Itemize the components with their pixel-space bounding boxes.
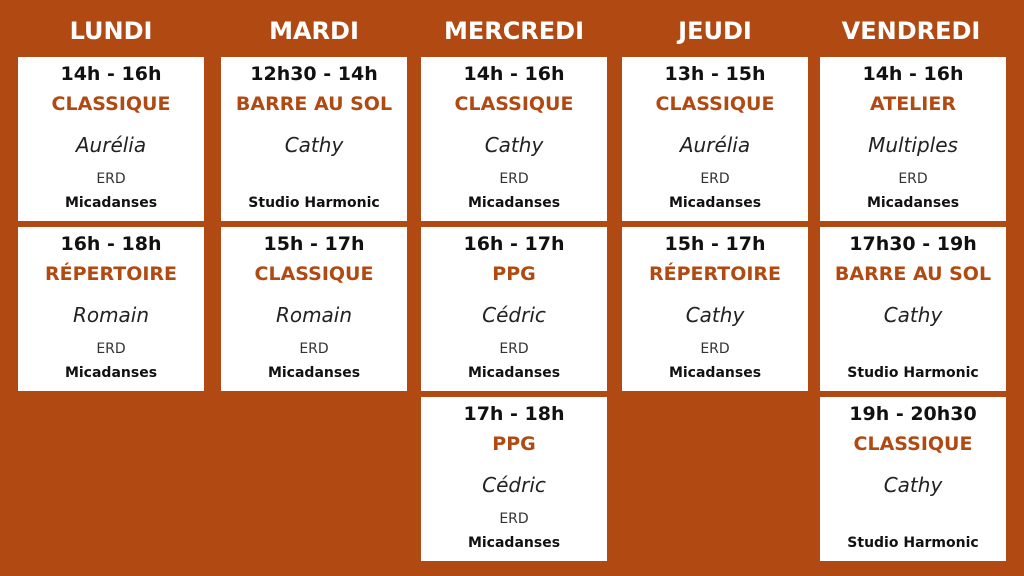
class-org: ERD [499,171,529,187]
class-teacher: Cédric [482,473,546,497]
class-org: ERD [499,511,529,527]
class-venue: Studio Harmonic [847,535,979,551]
class-venue: Studio Harmonic [847,365,979,381]
class-teacher: Multiples [868,133,958,157]
class-name: CLASSIQUE [254,263,374,285]
class-venue: Micadanses [467,195,561,211]
day-header-mardi: MARDI [269,17,359,45]
class-name: RÉPERTOIRE [648,263,782,285]
class-venue: Micadanses [64,195,158,211]
class-org: ERD [96,171,126,187]
class-venue: Micadanses [668,365,762,381]
day-header-mercredi: MERCREDI [443,17,585,45]
class-card [221,227,407,391]
class-teacher: Romain [275,303,353,327]
class-org: ERD [700,341,730,357]
class-name: PPG [492,263,536,285]
class-card [221,57,407,221]
class-time: 17h30 - 19h [849,233,977,255]
class-card [820,397,1006,561]
class-name: BARRE AU SOL [235,93,393,115]
class-name: CLASSIQUE [454,93,574,115]
day-header-vendredi: VENDREDI [841,17,981,45]
class-name: PPG [492,433,536,455]
class-name: BARRE AU SOL [834,263,992,285]
day-header-jeudi: JEUDI [678,17,752,45]
class-name: ATELIER [870,93,956,115]
class-card [622,227,808,391]
class-card [820,57,1006,221]
class-venue: Micadanses [668,195,762,211]
class-teacher: Cathy [883,473,943,497]
class-name: RÉPERTOIRE [44,263,178,285]
class-name: CLASSIQUE [655,93,775,115]
day-header-lundi: LUNDI [69,17,153,45]
class-teacher: Aurélia [75,133,147,157]
class-time: 15h - 17h [664,233,766,255]
class-org: ERD [700,171,730,187]
class-time: 14h - 16h [60,63,162,85]
class-card [18,57,204,221]
class-teacher: Cathy [883,303,943,327]
class-card [421,397,607,561]
class-venue: Micadanses [467,365,561,381]
class-venue: Micadanses [866,195,960,211]
class-time: 19h - 20h30 [849,403,977,425]
class-time: 16h - 18h [60,233,162,255]
class-time: 15h - 17h [263,233,365,255]
class-time: 12h30 - 14h [250,63,378,85]
class-org: ERD [96,341,126,357]
class-venue: Micadanses [64,365,158,381]
class-teacher: Cathy [484,133,544,157]
class-name: CLASSIQUE [853,433,973,455]
class-venue: Studio Harmonic [248,195,380,211]
class-teacher: Aurélia [679,133,751,157]
class-card [820,227,1006,391]
class-org: ERD [898,171,928,187]
class-card [622,57,808,221]
class-time: 13h - 15h [664,63,766,85]
class-org: ERD [299,341,329,357]
class-venue: Micadanses [267,365,361,381]
class-teacher: Cathy [685,303,745,327]
class-time: 17h - 18h [463,403,565,425]
class-card [18,227,204,391]
class-card [421,227,607,391]
class-card [421,57,607,221]
class-teacher: Cathy [284,133,344,157]
class-teacher: Romain [72,303,150,327]
class-teacher: Cédric [482,303,546,327]
class-venue: Micadanses [467,535,561,551]
class-name: CLASSIQUE [51,93,171,115]
class-time: 14h - 16h [862,63,964,85]
class-time: 14h - 16h [463,63,565,85]
class-time: 16h - 17h [463,233,565,255]
class-org: ERD [499,341,529,357]
